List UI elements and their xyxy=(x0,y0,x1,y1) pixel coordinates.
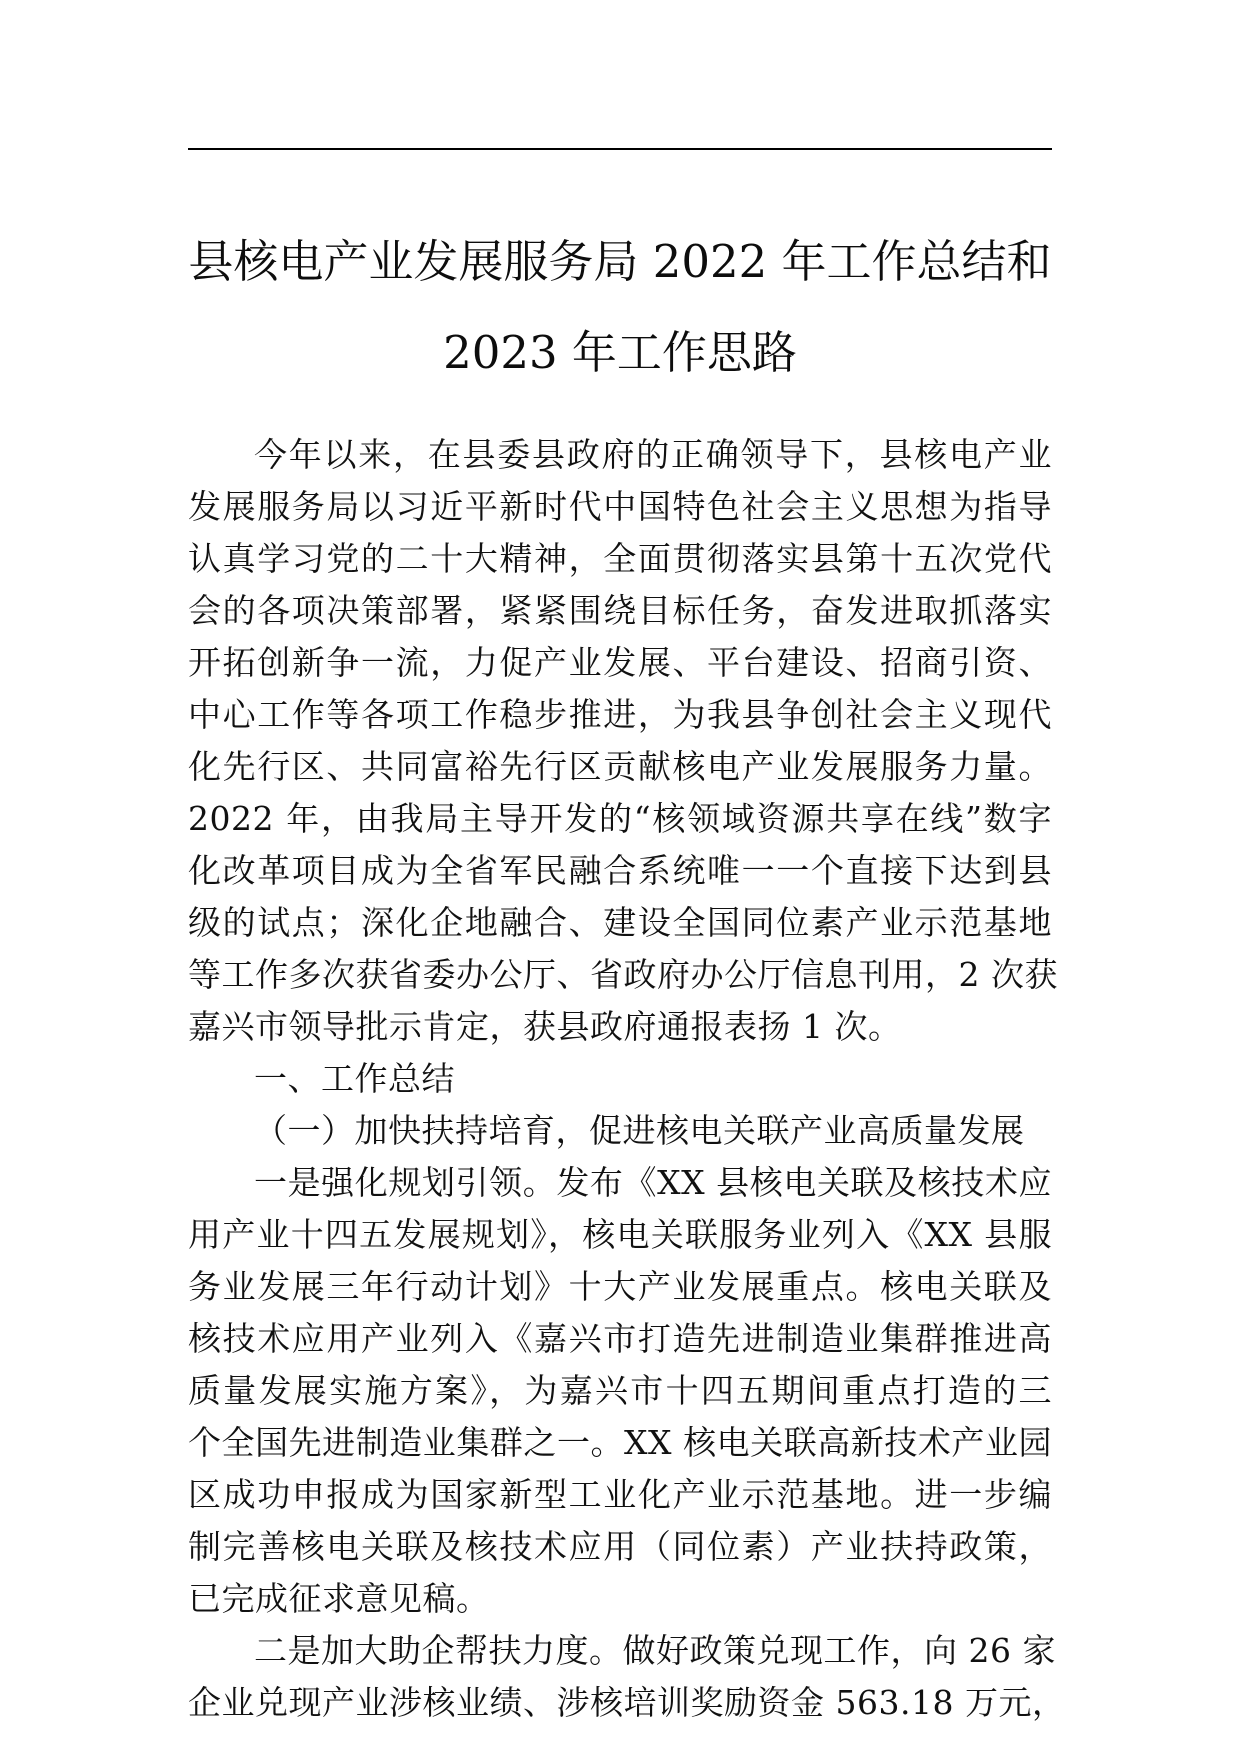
paragraph-2-line-3: 务业发展三年行动计划》十大产业发展重点。核电关联及 xyxy=(188,1267,1052,1306)
paragraph-1-line-1: 今年以来，在县委县政府的正确领导下，县核电产业 xyxy=(254,435,1052,474)
paragraph-2-line-4: 核技术应用产业列入《嘉兴市打造先进制造业集群推进高 xyxy=(188,1319,1052,1358)
paragraph-1-line-7: 化先行区、共同富裕先行区贡献核电产业发展服务力量。 xyxy=(188,747,1052,786)
paragraph-2-line-6: 个全国先进制造业集群之一。XX 核电关联高新技术产业园 xyxy=(188,1423,1052,1462)
paragraph-1-line-10: 级的试点；深化企地融合、建设全国同位素产业示范基地 xyxy=(188,903,1052,942)
paragraph-3-line-2: 企业兑现产业涉核业绩、涉核培训奖励资金 563.18 万元， xyxy=(188,1683,1066,1722)
document-title-line-1: 县核电产业发展服务局 2022 年工作总结和 xyxy=(188,235,1052,288)
subsection-heading: （一）加快扶持培育，促进核电关联产业高质量发展 xyxy=(254,1111,1025,1150)
paragraph-2-line-5: 质量发展实施方案》，为嘉兴市十四五期间重点打造的三 xyxy=(188,1371,1052,1410)
paragraph-1-line-3: 认真学习党的二十大精神，全面贯彻落实县第十五次党代 xyxy=(188,539,1052,578)
section-heading: 一、工作总结 xyxy=(254,1059,455,1098)
paragraph-2-line-9: 已完成征求意见稿。 xyxy=(188,1579,490,1618)
paragraph-1-line-6: 中心工作等各项工作稳步推进，为我县争创社会主义现代 xyxy=(188,695,1052,734)
paragraph-2-line-1: 一是强化规划引领。发布《XX 县核电关联及核技术应 xyxy=(254,1163,1052,1202)
document-title-line-2: 2023 年工作思路 xyxy=(443,326,797,379)
paragraph-1-line-4: 会的各项决策部署，紧紧围绕目标任务，奋发进取抓落实 xyxy=(188,591,1052,630)
paragraph-1-line-8: 2022 年，由我局主导开发的“核领域资源共享在线”数字 xyxy=(188,799,1052,838)
paragraph-2-line-7: 区成功申报成为国家新型工业化产业示范基地。进一步编 xyxy=(188,1475,1052,1514)
paragraph-1-line-12: 嘉兴市领导批示肯定，获县政府通报表扬 1 次。 xyxy=(188,1007,902,1046)
paragraph-3-line-1: 二是加大助企帮扶力度。做好政策兑现工作，向 26 家 xyxy=(254,1631,1056,1670)
paragraph-2-line-8: 制完善核电关联及核技术应用（同位素）产业扶持政策， xyxy=(188,1527,1052,1566)
paragraph-2-line-2: 用产业十四五发展规划》，核电关联服务业列入《XX 县服 xyxy=(188,1215,1052,1254)
paragraph-1-line-5: 开拓创新争一流，力促产业发展、平台建设、招商引资、 xyxy=(188,643,1052,682)
paragraph-1-line-9: 化改革项目成为全省军民融合系统唯一一个直接下达到县 xyxy=(188,851,1052,890)
paragraph-1-line-11: 等工作多次获省委办公厅、省政府办公厅信息刊用，2 次获 xyxy=(188,955,1058,994)
paragraph-1-line-2: 发展服务局以习近平新时代中国特色社会主义思想为指导 xyxy=(188,487,1052,526)
header-rule xyxy=(188,148,1052,150)
